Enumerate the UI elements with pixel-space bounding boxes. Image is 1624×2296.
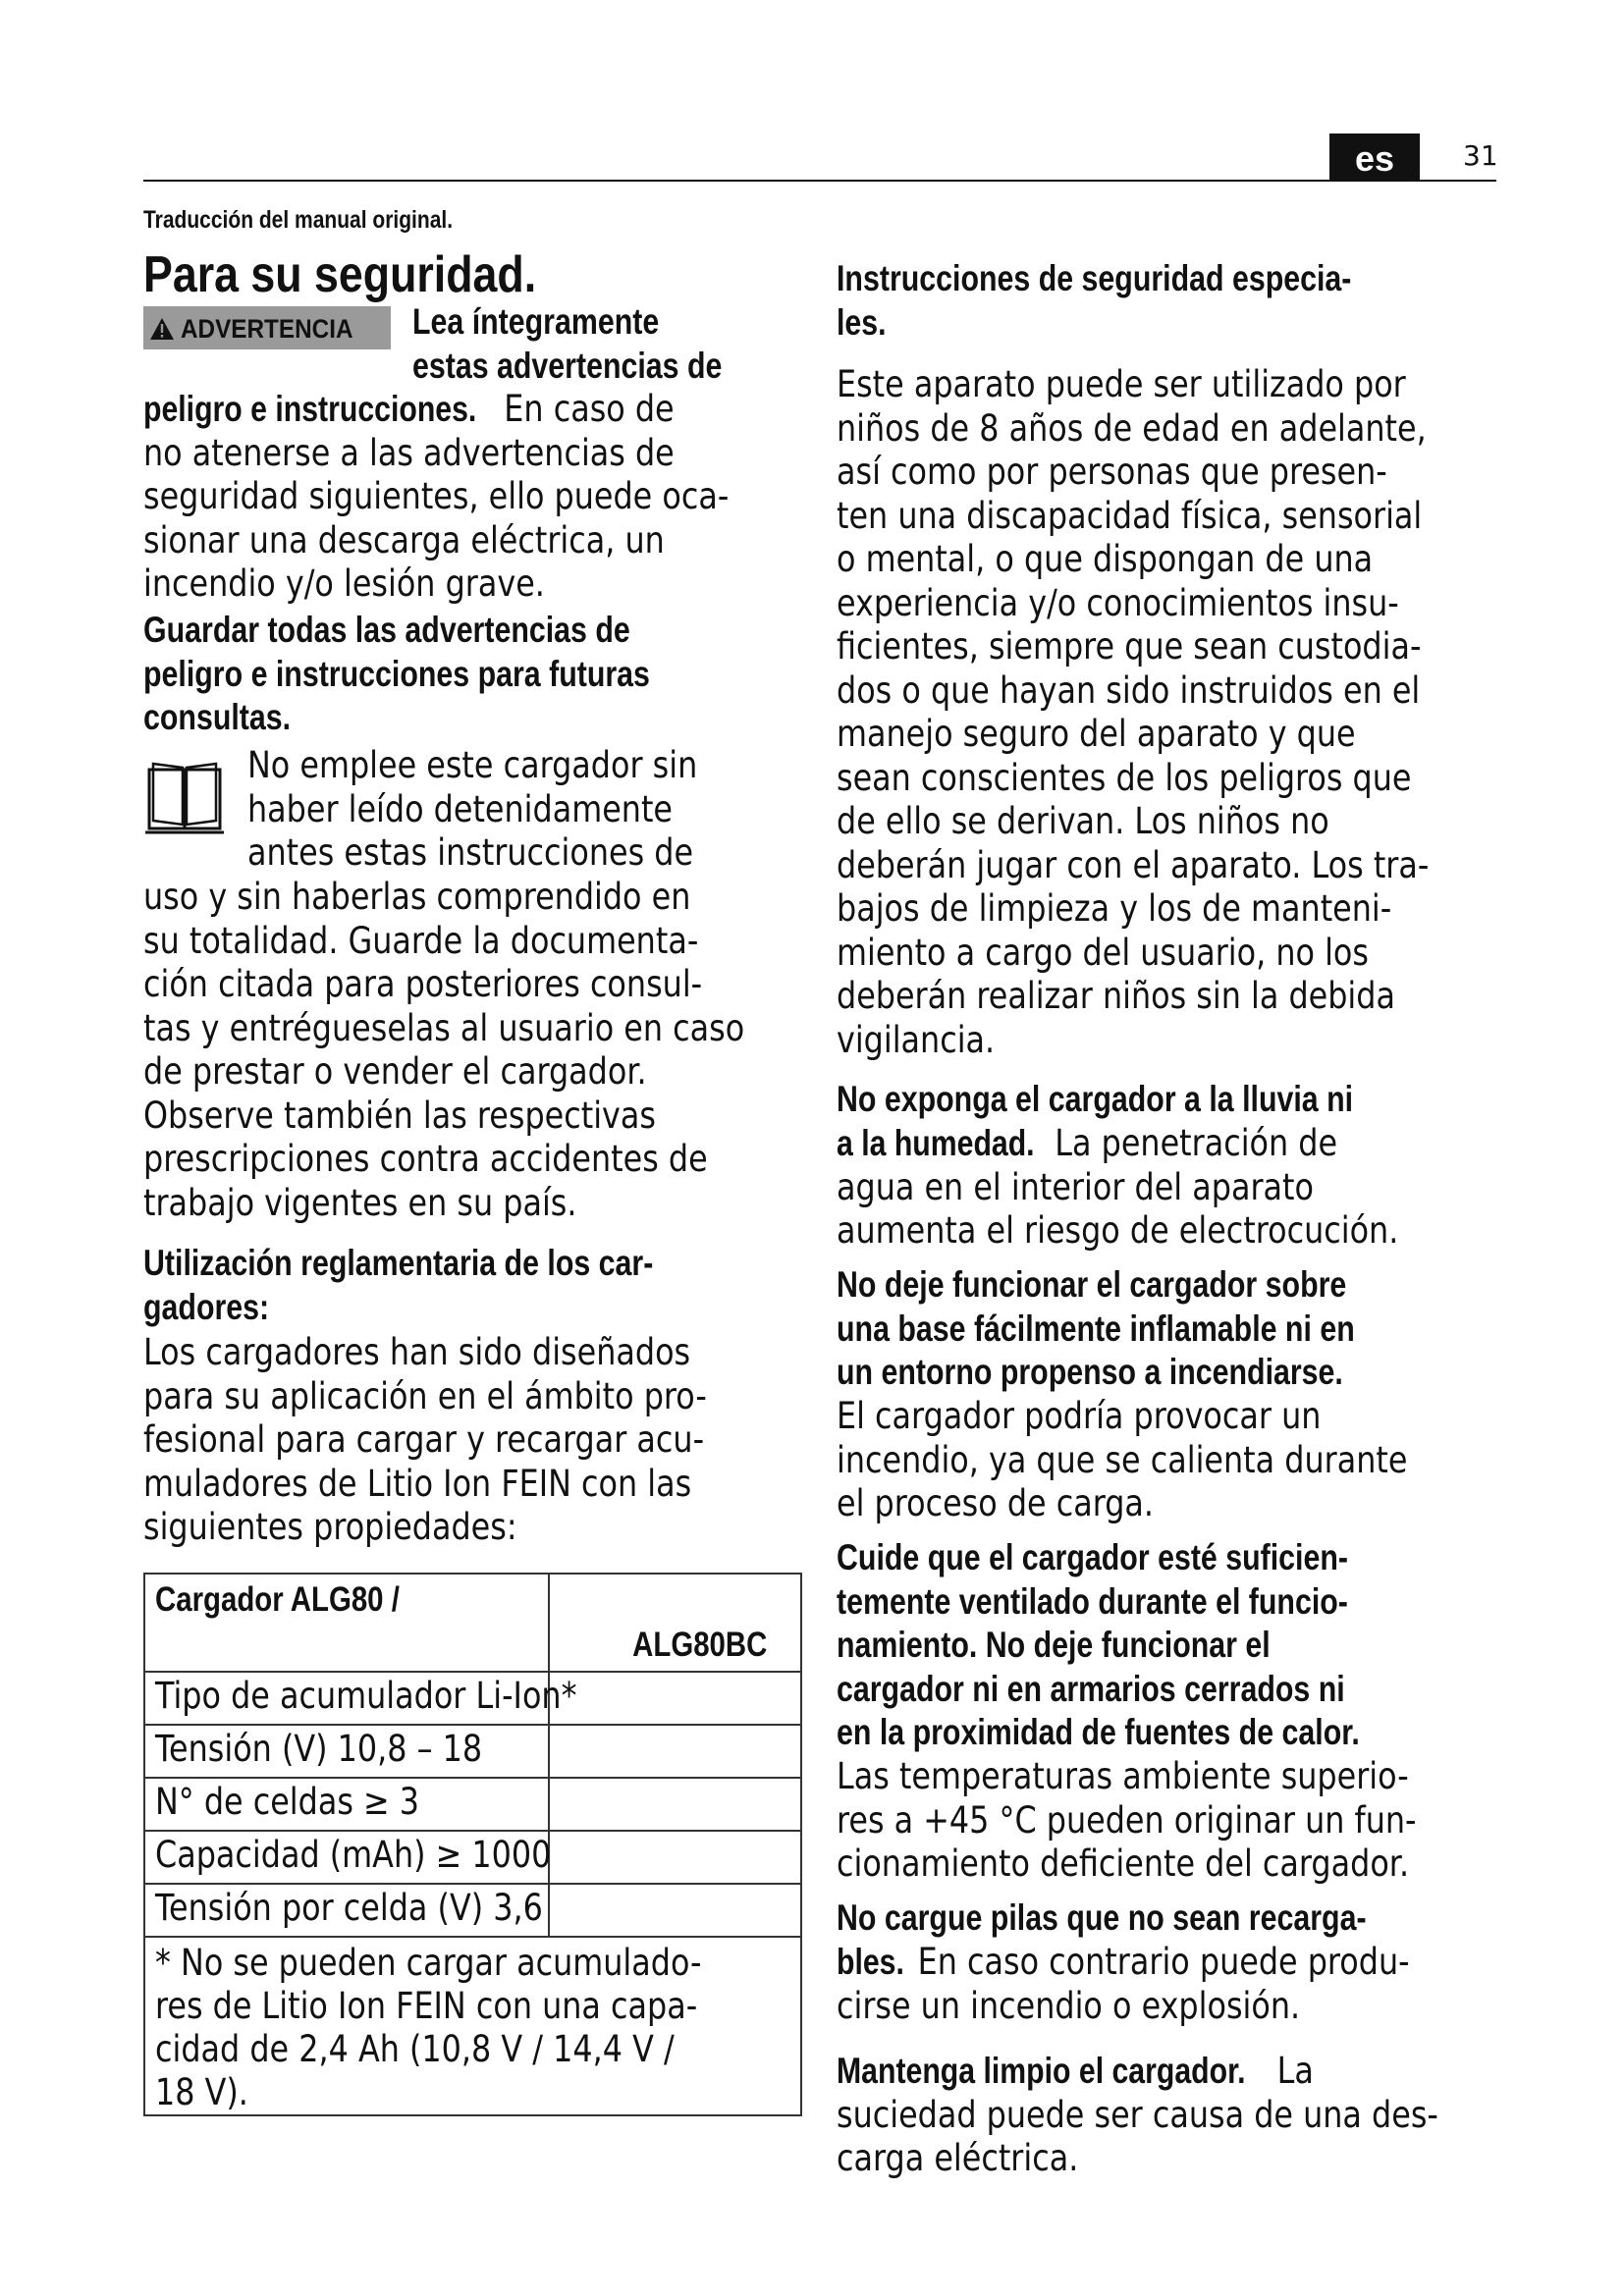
row-label: N° de celdas <box>155 1781 364 1823</box>
text-line: un entorno propenso a incendiarse. <box>837 1352 1343 1392</box>
text-run: La penetración de <box>1045 1122 1338 1164</box>
table-row <box>144 1725 801 1778</box>
text-line: miento a cargo del usuario, no los <box>837 931 1369 974</box>
text-line: experiencia y/o conocimientos insu- <box>837 581 1399 624</box>
text-line: Utilización reglamentaria de los car- <box>143 1243 654 1283</box>
ventilation-heading <box>837 1536 1360 1755</box>
row-value: ≥ 1000 <box>435 1834 552 1876</box>
page-number: 31 <box>1463 139 1498 172</box>
warning-label-text: ADVERTENCIA <box>181 314 353 344</box>
text-line: o mental, o que dispongan de una <box>837 538 1374 580</box>
row-label: Tipo de acumulador <box>155 1675 476 1717</box>
row-value: Li-Ion* <box>475 1675 577 1717</box>
table-cell <box>144 1884 549 1937</box>
text-line: cargador ni en armarios cerrados ni <box>837 1668 1345 1709</box>
text-line: Los cargadores han sido diseñados <box>143 1331 691 1373</box>
text-line: El cargador podría provocar un <box>837 1395 1322 1437</box>
table-cell <box>144 1778 549 1831</box>
text-line <box>143 388 729 432</box>
text-line: gadores: <box>143 1286 270 1327</box>
text-line: haber leído detenidamente <box>247 787 674 830</box>
table-footnote-row <box>144 1937 801 2115</box>
table-cell <box>549 1884 801 1937</box>
text-line: bajos de limpieza y los de manteni- <box>837 887 1392 930</box>
text-line: Cuide que el cargador esté suficien- <box>837 1537 1348 1577</box>
text-run: La <box>1267 2050 1314 2092</box>
bold-phrase: bles. <box>837 1942 904 1982</box>
text-line <box>837 2050 1438 2094</box>
text-line: su totalidad. Guarde la documenta- <box>143 919 699 962</box>
text-line: niños de 8 años de edad en adelante, <box>837 406 1427 450</box>
bold-phrase: Mantenga limpio el cargador. <box>837 2051 1246 2091</box>
text-line: Guardar todas las advertencias de <box>143 610 630 650</box>
text-line: vigilancia. <box>837 1018 996 1061</box>
text-line: así como por personas que presen- <box>837 451 1387 493</box>
text-line: Observe también las respectivas <box>143 1094 656 1137</box>
text-line: muladores de Litio Ion FEIN con las <box>143 1462 692 1505</box>
text-line: incendio y/o lesión grave. <box>143 562 545 605</box>
children-text <box>837 363 1429 1062</box>
ventilation-text <box>837 1755 1417 1887</box>
text-line: dos o que hayan sido instruidos en el <box>837 668 1421 712</box>
bold-phrase: peligro e instrucciones. <box>143 389 477 429</box>
text-line: manejo seguro del aparato y que <box>837 713 1356 755</box>
text-line: suciedad puede ser causa de una des- <box>837 2093 1438 2136</box>
table-cell <box>549 1725 801 1778</box>
warning-label <box>143 306 391 349</box>
text-line: tas y entrégueselas al usuario en caso <box>143 1006 745 1049</box>
text-line: deberán realizar niños sin la debida <box>837 975 1395 1017</box>
table-header-text: ALG80BC <box>631 1626 768 1664</box>
rain-warning-heading: No exponga el cargador a la lluvia ni <box>837 1079 1354 1119</box>
text-line: fesional para cargar y recargar acu- <box>143 1418 705 1461</box>
header-rule <box>143 180 1496 182</box>
text-line: consultas. <box>143 697 292 737</box>
special-instructions-heading <box>837 257 1351 345</box>
manual-text <box>143 876 744 1225</box>
non-rechargeable-text <box>837 1941 1410 2028</box>
page-title: Para su seguridad. <box>143 246 537 303</box>
text-line: Lea íntegramente <box>412 301 660 342</box>
table-footnote-cell <box>144 1937 801 2115</box>
text-line: el proceso de carga. <box>837 1482 1155 1524</box>
text-line: aumenta el riesgo de electrocución. <box>837 1209 1399 1252</box>
warning-triangle-icon <box>149 306 175 351</box>
text-run: En caso de <box>494 388 675 430</box>
warning-text <box>143 388 729 607</box>
intended-use-text <box>143 1331 707 1550</box>
text-line: Las temperaturas ambiente superio- <box>837 1755 1409 1797</box>
text-line: ción citada para posteriores consul- <box>143 963 703 1005</box>
row-label: Tensión (V) <box>155 1728 338 1770</box>
row-value: 3,6 <box>493 1887 543 1929</box>
text-line: No emplee este cargador sin <box>247 744 698 786</box>
text-line: * No se pueden cargar acumulado- <box>155 1942 702 1984</box>
row-value: 10,8 – 18 <box>337 1728 483 1770</box>
text-line: antes estas instrucciones de <box>247 831 694 874</box>
text-line: cionamiento deficiente del cargador. <box>837 1842 1410 1885</box>
text-line <box>837 1122 1398 1166</box>
text-line: siguientes propiedades: <box>143 1506 517 1548</box>
language-tab: es <box>1329 133 1420 181</box>
text-line: Este aparato puede ser utilizado por <box>837 363 1406 405</box>
text-line: 18 V). <box>155 2071 248 2113</box>
table-cell <box>549 1672 801 1725</box>
text-line: sionar una descarga eléctrica, un <box>143 518 665 561</box>
flammable-text <box>837 1395 1407 1526</box>
text-line: no atenerse a las advertencias de <box>143 431 675 474</box>
text-line: carga eléctrica. <box>837 2137 1079 2179</box>
text-line: seguridad siguientes, ello puede oca- <box>143 475 730 517</box>
keep-instructions <box>143 609 650 740</box>
text-line: ten una discapacidad física, sensorial <box>837 494 1423 537</box>
text-line: estas advertencias de <box>412 345 723 386</box>
text-line: prescripciones contra accidentes de <box>143 1138 708 1180</box>
manual-text-indented <box>247 744 697 876</box>
text-line: para su aplicación en el ámbito pro- <box>143 1374 707 1417</box>
table-header-row <box>144 1574 801 1672</box>
text-line <box>837 1941 1410 1985</box>
table-footnote <box>155 1942 702 2114</box>
bold-phrase: a la humedad. <box>837 1123 1035 1163</box>
text-line: cidad de 2,4 Ah (10,8 V / 14,4 V / <box>155 2028 675 2070</box>
text-line: res a +45 °C pueden originar un fun- <box>837 1798 1417 1842</box>
text-line: namiento. No deje funcionar el <box>837 1625 1271 1665</box>
text-line: incendio, ya que se calienta durante <box>837 1438 1408 1481</box>
text-line: deberán jugar con el aparato. Los tra- <box>837 843 1430 886</box>
text-line: uso y sin haberlas comprendido en <box>143 876 691 918</box>
text-line: de ello se derivan. Los niños no <box>837 800 1329 842</box>
text-line: trabajo vigentes en su país. <box>143 1181 577 1224</box>
row-label: Capacidad (mAh) <box>155 1834 436 1876</box>
text-line: temente ventilado durante el funcio- <box>837 1580 1348 1622</box>
text-line: de prestar o vender el cargador. <box>143 1050 647 1093</box>
clean-charger-text <box>837 2050 1438 2181</box>
specs-table <box>143 1573 802 2116</box>
text-line: les. <box>837 301 887 343</box>
text-line: Instrucciones de seguridad especia- <box>837 258 1352 298</box>
table-header-text: Cargador ALG80 / <box>155 1580 400 1619</box>
manual-book-icon <box>143 756 226 843</box>
text-line: una base fácilmente inflamable ni en <box>837 1308 1355 1349</box>
text-line: peligro e instrucciones para futuras <box>143 653 650 694</box>
table-cell <box>144 1831 552 1884</box>
row-label: Tensión por celda (V) <box>155 1887 494 1929</box>
text-line: agua en el interior del aparato <box>837 1165 1314 1208</box>
text-run: En caso contrario puede produ- <box>907 1941 1410 1983</box>
table-cell <box>144 1672 577 1725</box>
table-cell <box>549 1778 801 1831</box>
table-row <box>144 1778 801 1831</box>
table-cell <box>144 1725 549 1778</box>
text-line: en la proximidad de fuentes de calor. <box>837 1712 1360 1752</box>
translation-note: Traducción del manual original. <box>143 206 454 234</box>
rain-warning-text <box>837 1122 1398 1254</box>
table-row <box>144 1672 801 1725</box>
non-rechargeable-heading: No cargue pilas que no sean recarga- <box>837 1897 1367 1938</box>
table-header-cell <box>549 1574 801 1672</box>
text-line: No deje funcionar el cargador sobre <box>837 1264 1347 1305</box>
text-line: res de Litio Ion FEIN con una capa- <box>155 1985 698 2027</box>
text-line: ficientes, siempre que sean custodia- <box>837 625 1422 667</box>
text-line: cirse un incendio o explosión. <box>837 1984 1301 2027</box>
intended-use-heading <box>143 1242 653 1329</box>
warning-intro <box>412 300 722 388</box>
table-cell <box>549 1831 801 1884</box>
table-row <box>144 1831 801 1884</box>
row-value: ≥ 3 <box>363 1781 420 1823</box>
flammable-heading <box>837 1263 1355 1395</box>
text-line: sean conscientes de los peligros que <box>837 756 1412 799</box>
table-row <box>144 1884 801 1937</box>
table-header-cell <box>144 1574 549 1672</box>
